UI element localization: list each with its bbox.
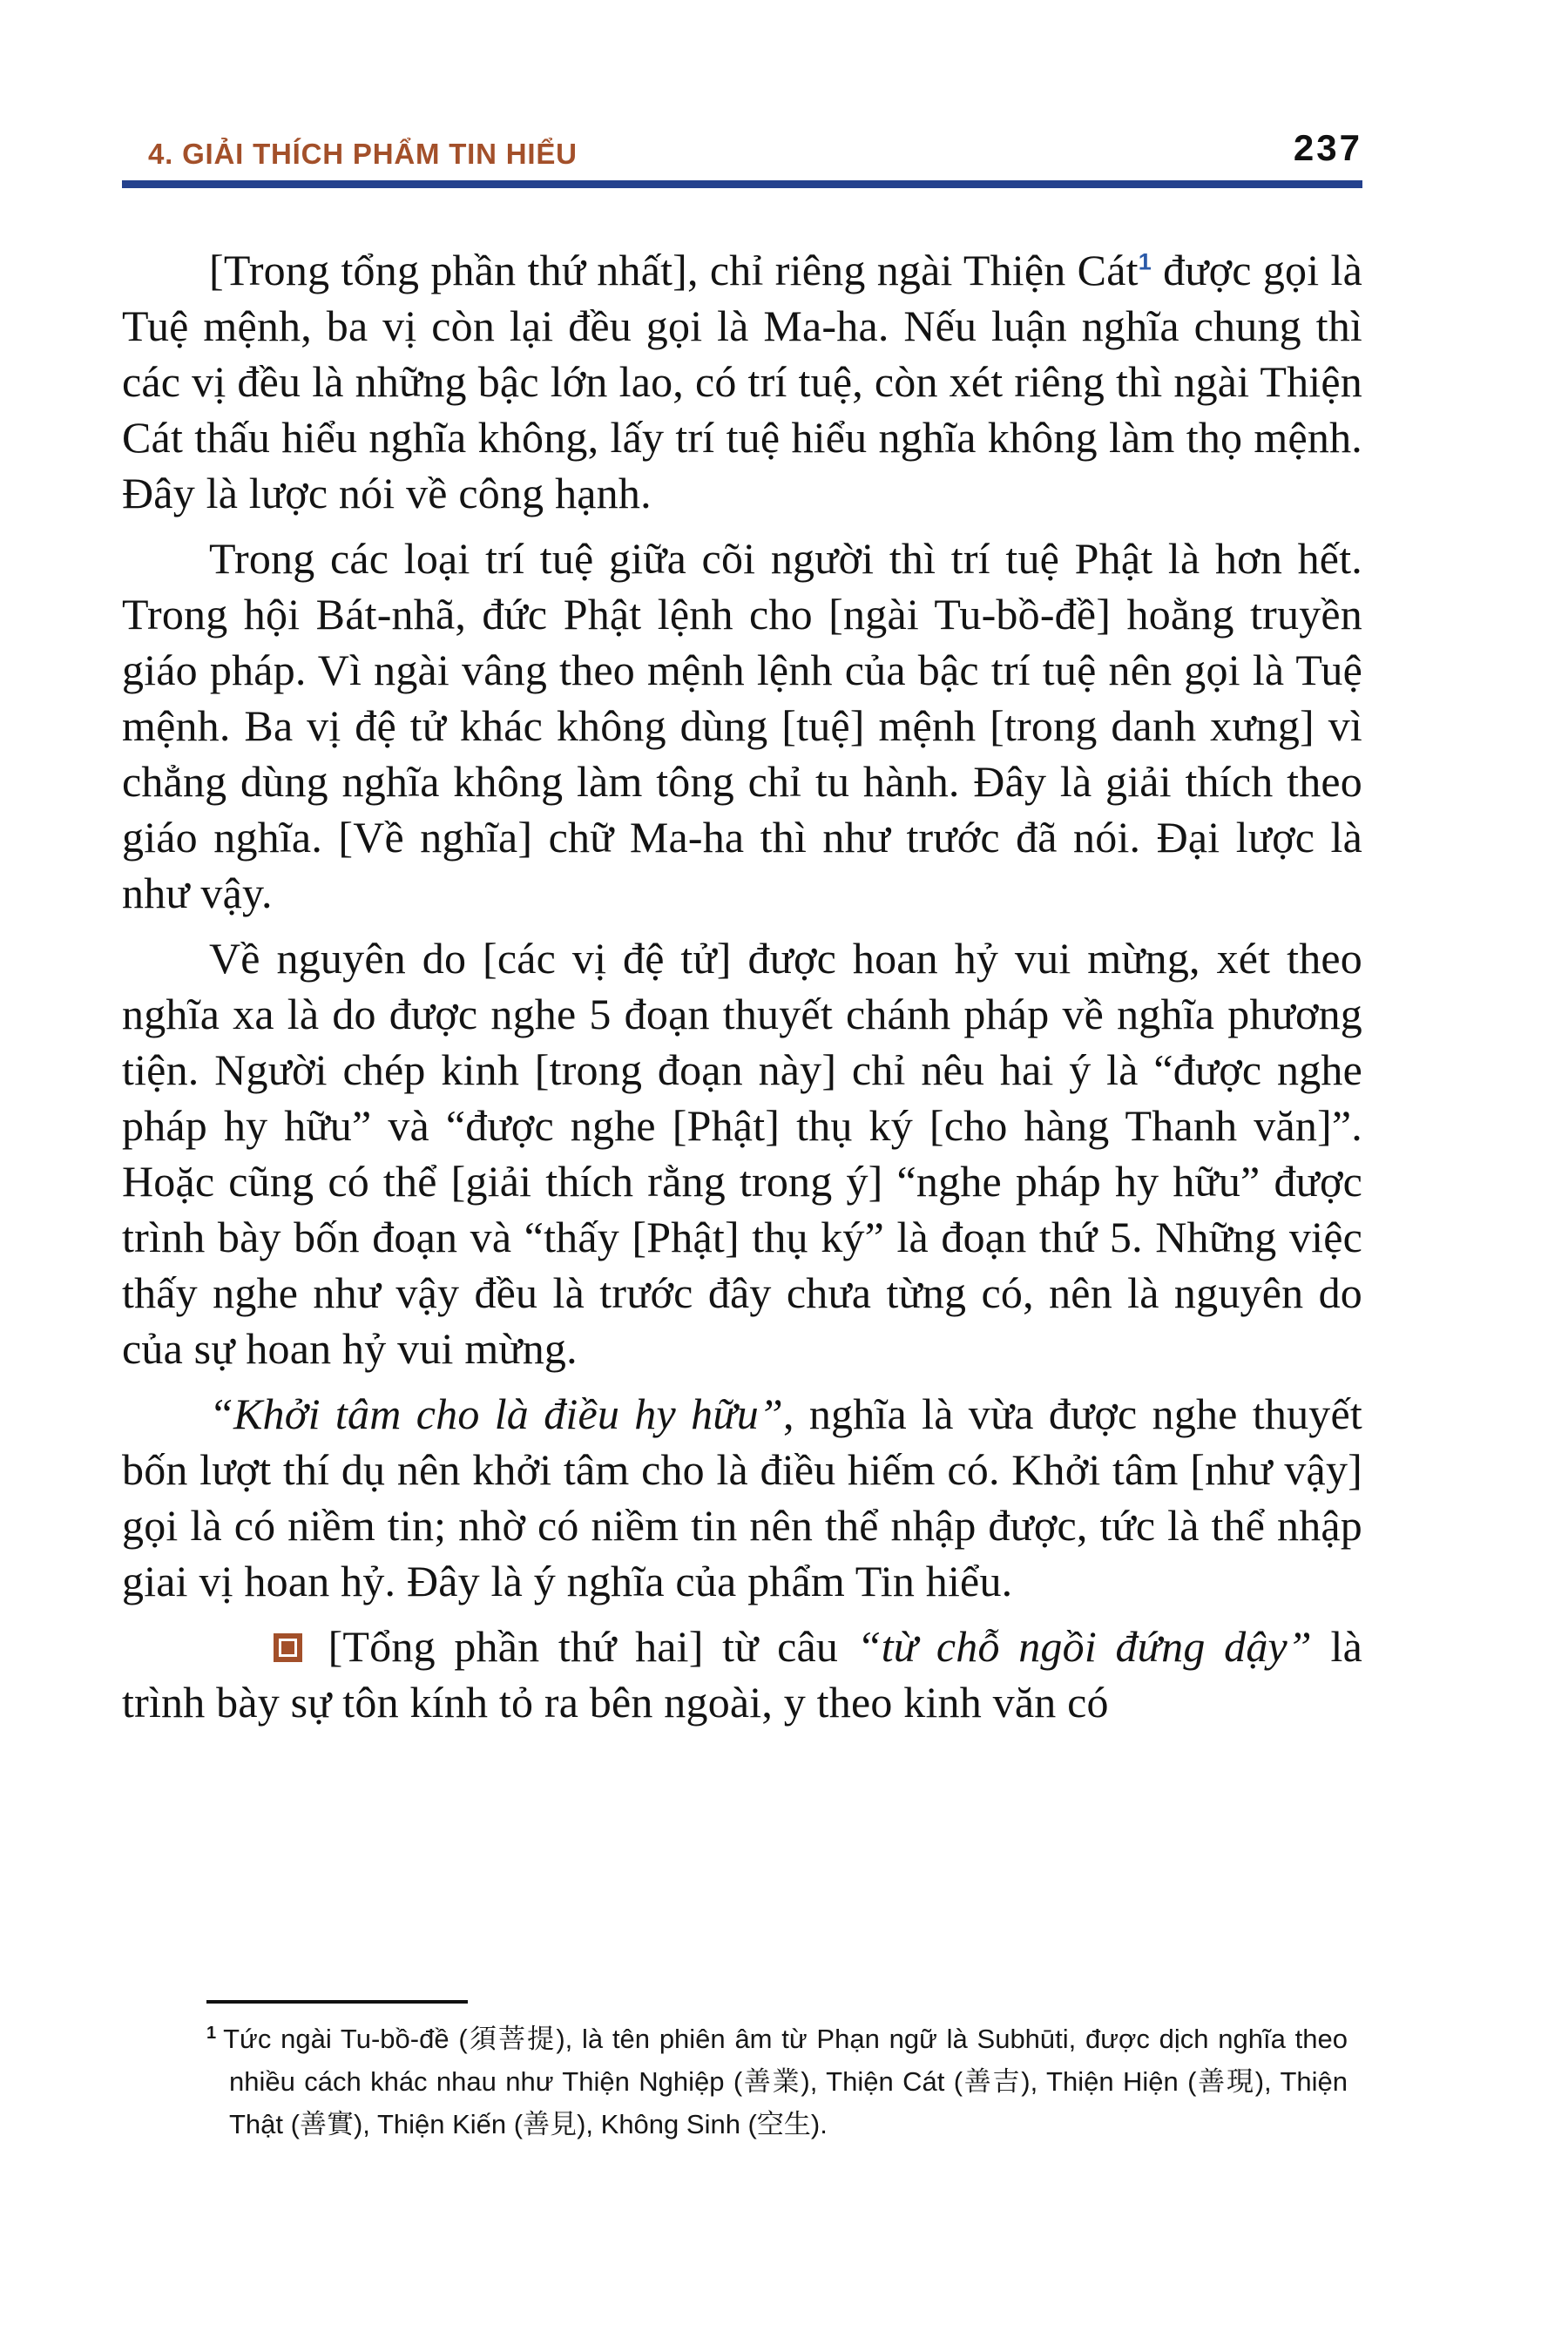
text-run: Về nguyên do [các vị đệ tử] được hoan hỷ vui mừng, xét theo nghĩa xa là do được nghe 5 đoạn thuyết chánh pháp về nghĩa phương tiện. Người chép kinh [trong đoạn này] chỉ nêu hai ý là “được nghe pháp hy hữu” và “được nghe [Phật] thụ ký [cho hàng Thanh văn]”. Hoặc cũng có thể [giải thích rằng trong ý] “nghe pháp hy hữu” được trình bày bốn đoạn và “thấy [Phật] thụ ký” là đoạn thứ 5. Những việc thấy nghe như vậy đều là trước đây chưa từng có, nên là nguyên do của sự hoan hỷ vui mừng. [122, 934, 1362, 1373]
footnote-marker: 1 [206, 2023, 217, 2043]
text-run: , nghĩa là vừa được nghe thuyết bốn lượt thí dụ nên khởi tâm cho là điều hiếm có. Khởi tâm [như vậy] gọi là có niềm tin; nhờ có niềm tin nên thể nhập được, tức là thể nhập giai vị hoan hỷ. Đây là ý nghĩa của phẩm Tin hiểu. [122, 1389, 1362, 1605]
text-run: được gọi là Tuệ mệnh, ba vị còn lại đều gọi là Ma-ha. Nếu luận nghĩa chung thì các vị đều là những bậc lớn lao, có trí tuệ, còn xét riêng thì ngài Thiện Cát thấu hiểu nghĩa không, lấy trí tuệ hiểu nghĩa không làm thọ mệnh. Đây là lược nói về công hạnh. [122, 246, 1362, 517]
italic-text-run: “từ chỗ ngồi đứng dậy” [856, 1622, 1312, 1671]
paragraph [122, 1386, 1362, 1609]
page-number: 237 [1293, 127, 1362, 168]
square-bullet-core [281, 1641, 294, 1654]
text-run: [Trong tổng phần thứ nhất], chỉ riêng ngài Thiện Cát [209, 246, 1139, 294]
footnote-separator [206, 2000, 468, 2004]
text-run: Trong các loại trí tuệ giữa cõi người thì trí tuệ Phật là hơn hết. Trong hội Bát-nhã, đức Phật lệnh cho [ngài Tu-bồ-đề] hoằng truyền giáo pháp. Vì ngài vâng theo mệnh lệnh của bậc trí tuệ nên gọi là Tuệ mệnh. Ba vị đệ tử khác không dùng [tuệ] mệnh [trong danh xưng] vì chẳng dùng nghĩa không làm tông chỉ tu hành. Đây là giải thích theo giáo nghĩa. [Về nghĩa] chữ Ma-ha thì như trước đã nói. Đại lược là như vậy. [122, 534, 1362, 917]
paragraph [122, 930, 1362, 1376]
body-text [122, 242, 1362, 1730]
footnote-ref: 1 [1138, 248, 1152, 275]
paragraph [122, 531, 1362, 921]
footnote-text [206, 2017, 1348, 2146]
paragraph [122, 242, 1362, 521]
text-run: là trình bày sự tôn kính tỏ ra bên ngoài, y theo kinh văn có [122, 1622, 1362, 1727]
page-content [122, 127, 1362, 1730]
header-rule [122, 180, 1362, 188]
text-run: [Tổng phần thứ hai] từ câu [309, 1622, 857, 1671]
page-header [122, 127, 1362, 171]
paragraph [122, 1619, 1362, 1730]
section-title: 4. GIẢI THÍCH PHẨM TIN HIỂU [148, 138, 578, 170]
footnote [206, 2000, 1348, 2146]
square-bullet-icon [274, 1633, 302, 1662]
footnote-body: Tức ngài Tu-bồ-đề (須菩提), là tên phiên âm từ Phạn ngữ là Subhūti, được dịch nghĩa theo nhiều cách khác nhau như Thiện Nghiệp (善業), Thiện Cát (善吉), Thiện Hiện (善現), Thiện Thật (善實), Thiện Kiến (善見), Không Sinh (空生). [223, 2024, 1348, 2139]
italic-text-run: “Khởi tâm cho là điều hy hữu” [209, 1389, 783, 1438]
